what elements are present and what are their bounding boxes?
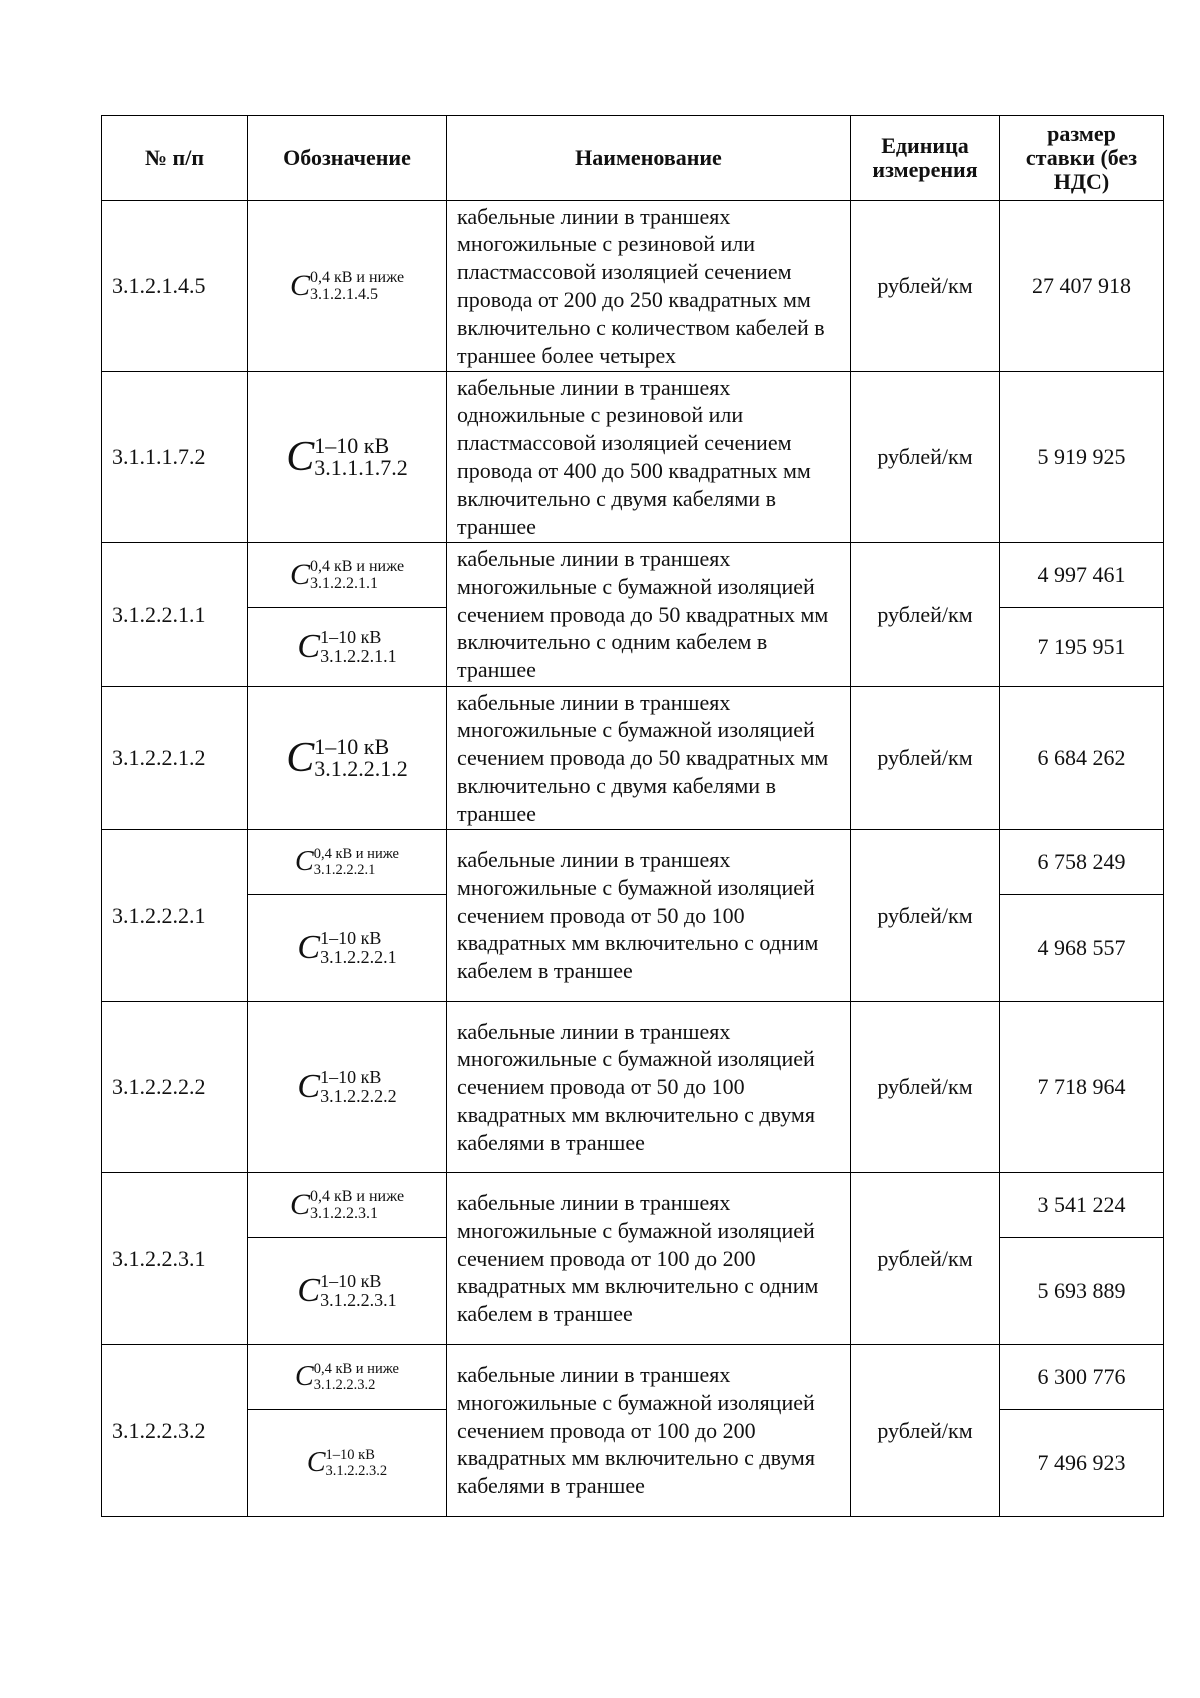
row-unit: рублей/км [851, 830, 1000, 1002]
designation-index: 3.1.2.2.1.2 [314, 756, 408, 781]
row-rate: 6 758 249 [1000, 830, 1164, 895]
designation-voltage: 1–10 кВ [320, 1067, 382, 1087]
row-rate: 5 693 889 [1000, 1238, 1164, 1345]
designation-cell [248, 543, 447, 608]
designation-cell [248, 1173, 447, 1238]
row-unit: рублей/км [851, 1173, 1000, 1345]
row-rate: 3 541 224 [1000, 1173, 1164, 1238]
designation-index: 3.1.2.2.3.2 [325, 1463, 388, 1479]
designation-cell [248, 1238, 447, 1345]
designation-symbol [297, 1271, 397, 1310]
table-row [102, 830, 1164, 895]
designation-index: 3.1.1.1.7.2 [314, 455, 408, 480]
designation-index: 3.1.2.2.2.1 [320, 947, 397, 967]
table-row [102, 1345, 1164, 1410]
row-unit: рублей/км [851, 687, 1000, 830]
designation-voltage: 0,4 кВ и ниже [309, 269, 405, 286]
designation-index: 3.1.2.2.3.1 [320, 1290, 397, 1310]
table-row [102, 1002, 1164, 1173]
designation-voltage: 1–10 кВ [320, 928, 382, 948]
designation-letter: C [286, 735, 315, 781]
designation-cell [248, 372, 447, 543]
row-number: 3.1.2.2.1.2 [102, 687, 248, 830]
row-description: кабельные линии в траншеях многожильные с бумажной изоляцией сечением провода от 100 до 200 квадратных мм включительно с одним кабелем в траншее [447, 1173, 851, 1345]
designation-voltage: 1–10 кВ [320, 627, 382, 647]
designation-symbol [306, 1447, 388, 1479]
designation-voltage: 0,4 кВ и ниже [309, 1188, 405, 1205]
row-description: кабельные линии в траншеях многожильные с бумажной изоляцией сечением провода до 50 квадратных мм включительно с двумя кабелями в траншее [447, 687, 851, 830]
designation-symbol [289, 558, 405, 592]
designation-cell [248, 201, 447, 372]
header-name: Наименование [447, 116, 851, 201]
designation-cell [248, 1345, 447, 1410]
row-number: 3.1.2.2.3.2 [102, 1345, 248, 1517]
row-number: 3.1.2.1.4.5 [102, 201, 248, 372]
row-number: 3.1.2.2.3.1 [102, 1173, 248, 1345]
row-unit: рублей/км [851, 1345, 1000, 1517]
rates-table [101, 115, 1164, 1517]
designation-voltage: 1–10 кВ [314, 433, 390, 458]
designation-letter: C [297, 929, 321, 966]
designation-cell [248, 1002, 447, 1173]
designation-symbol [289, 1188, 405, 1222]
header-rate: размер ставки (без НДС) [1000, 116, 1164, 201]
designation-symbol [289, 269, 405, 303]
row-rate: 7 496 923 [1000, 1410, 1164, 1517]
designation-letter: C [289, 269, 310, 302]
row-rate: 7 718 964 [1000, 1002, 1164, 1173]
row-number: 3.1.2.2.1.1 [102, 543, 248, 687]
designation-voltage: 1–10 кВ [320, 1271, 382, 1291]
designation-letter: C [297, 628, 321, 665]
designation-voltage: 1–10 кВ [314, 734, 390, 759]
header-unit: Единица измерения [851, 116, 1000, 201]
row-description: кабельные линии в траншеях одножильные с резиновой или пластмассовой изоляцией сечением провода от 400 до 500 квадратных мм включительно с двумя кабелями в траншее [447, 372, 851, 543]
designation-index: 3.1.2.2.2.1 [313, 862, 376, 878]
row-description: кабельные линии в траншеях многожильные с бумажной изоляцией сечением провода от 100 до 200 квадратных мм включительно с двумя кабелями в траншее [447, 1345, 851, 1517]
designation-index: 3.1.2.2.1.1 [320, 646, 397, 666]
header-symbol: Обозначение [248, 116, 447, 201]
table-row [102, 1173, 1164, 1238]
designation-voltage: 0,4 кВ и ниже [309, 558, 405, 575]
row-description: кабельные линии в траншеях многожильные с бумажной изоляцией сечением провода от 50 до 100 квадратных мм включительно с двумя кабелями в траншее [447, 1002, 851, 1173]
row-unit: рублей/км [851, 1002, 1000, 1173]
designation-voltage: 0,4 кВ и ниже [313, 1361, 399, 1377]
designation-symbol [286, 734, 408, 781]
designation-index: 3.1.2.1.4.5 [309, 286, 378, 303]
row-rate: 5 919 925 [1000, 372, 1164, 543]
designation-index: 3.1.2.2.1.1 [309, 575, 378, 592]
designation-symbol [297, 1067, 397, 1106]
row-rate: 6 684 262 [1000, 687, 1164, 830]
designation-letter: C [297, 1068, 321, 1105]
designation-index: 3.1.2.2.3.2 [313, 1377, 376, 1393]
row-description: кабельные линии в траншеях многожильные с резиновой или пластмассовой изоляцией сечением провода от 200 до 250 квадратных мм включительно с количеством кабелей в траншее более четырех [447, 201, 851, 372]
table-row [102, 687, 1164, 830]
row-unit: рублей/км [851, 201, 1000, 372]
designation-cell [248, 895, 447, 1002]
designation-symbol [297, 627, 397, 666]
designation-index: 3.1.2.2.2.2 [320, 1086, 397, 1106]
row-description: кабельные линии в траншеях многожильные с бумажной изоляцией сечением провода от 50 до 100 квадратных мм включительно с одним кабелем в траншее [447, 830, 851, 1002]
row-number: 3.1.2.2.2.2 [102, 1002, 248, 1173]
designation-index: 3.1.2.2.3.1 [309, 1205, 378, 1222]
row-description: кабельные линии в траншеях многожильные с бумажной изоляцией сечением провода до 50 квадратных мм включительно с одним кабелем в траншее [447, 543, 851, 687]
designation-letter: C [295, 1361, 314, 1392]
row-unit: рублей/км [851, 372, 1000, 543]
table-header-row [102, 116, 1164, 201]
header-num: № п/п [102, 116, 248, 201]
designation-voltage: 0,4 кВ и ниже [313, 846, 399, 862]
designation-letter: C [295, 846, 314, 877]
row-unit: рублей/км [851, 543, 1000, 687]
row-rate: 6 300 776 [1000, 1345, 1164, 1410]
table-row [102, 372, 1164, 543]
row-rate: 7 195 951 [1000, 608, 1164, 687]
table-row [102, 543, 1164, 608]
row-rate: 27 407 918 [1000, 201, 1164, 372]
designation-letter: C [289, 558, 310, 591]
designation-letter: C [289, 1188, 310, 1221]
designation-cell [248, 830, 447, 895]
designation-cell [248, 1410, 447, 1517]
designation-letter: C [286, 434, 315, 480]
designation-cell [248, 687, 447, 830]
designation-symbol [295, 1361, 399, 1393]
designation-symbol [286, 433, 408, 480]
designation-letter: C [297, 1272, 321, 1309]
row-number: 3.1.1.1.7.2 [102, 372, 248, 543]
designation-symbol [297, 928, 397, 967]
row-number: 3.1.2.2.2.1 [102, 830, 248, 1002]
designation-letter: C [306, 1447, 326, 1478]
row-rate: 4 968 557 [1000, 895, 1164, 1002]
table-row [102, 201, 1164, 372]
designation-cell [248, 608, 447, 687]
table-body [102, 201, 1164, 1517]
row-rate: 4 997 461 [1000, 543, 1164, 608]
designation-symbol [295, 846, 399, 878]
designation-voltage: 1–10 кВ [325, 1447, 375, 1463]
